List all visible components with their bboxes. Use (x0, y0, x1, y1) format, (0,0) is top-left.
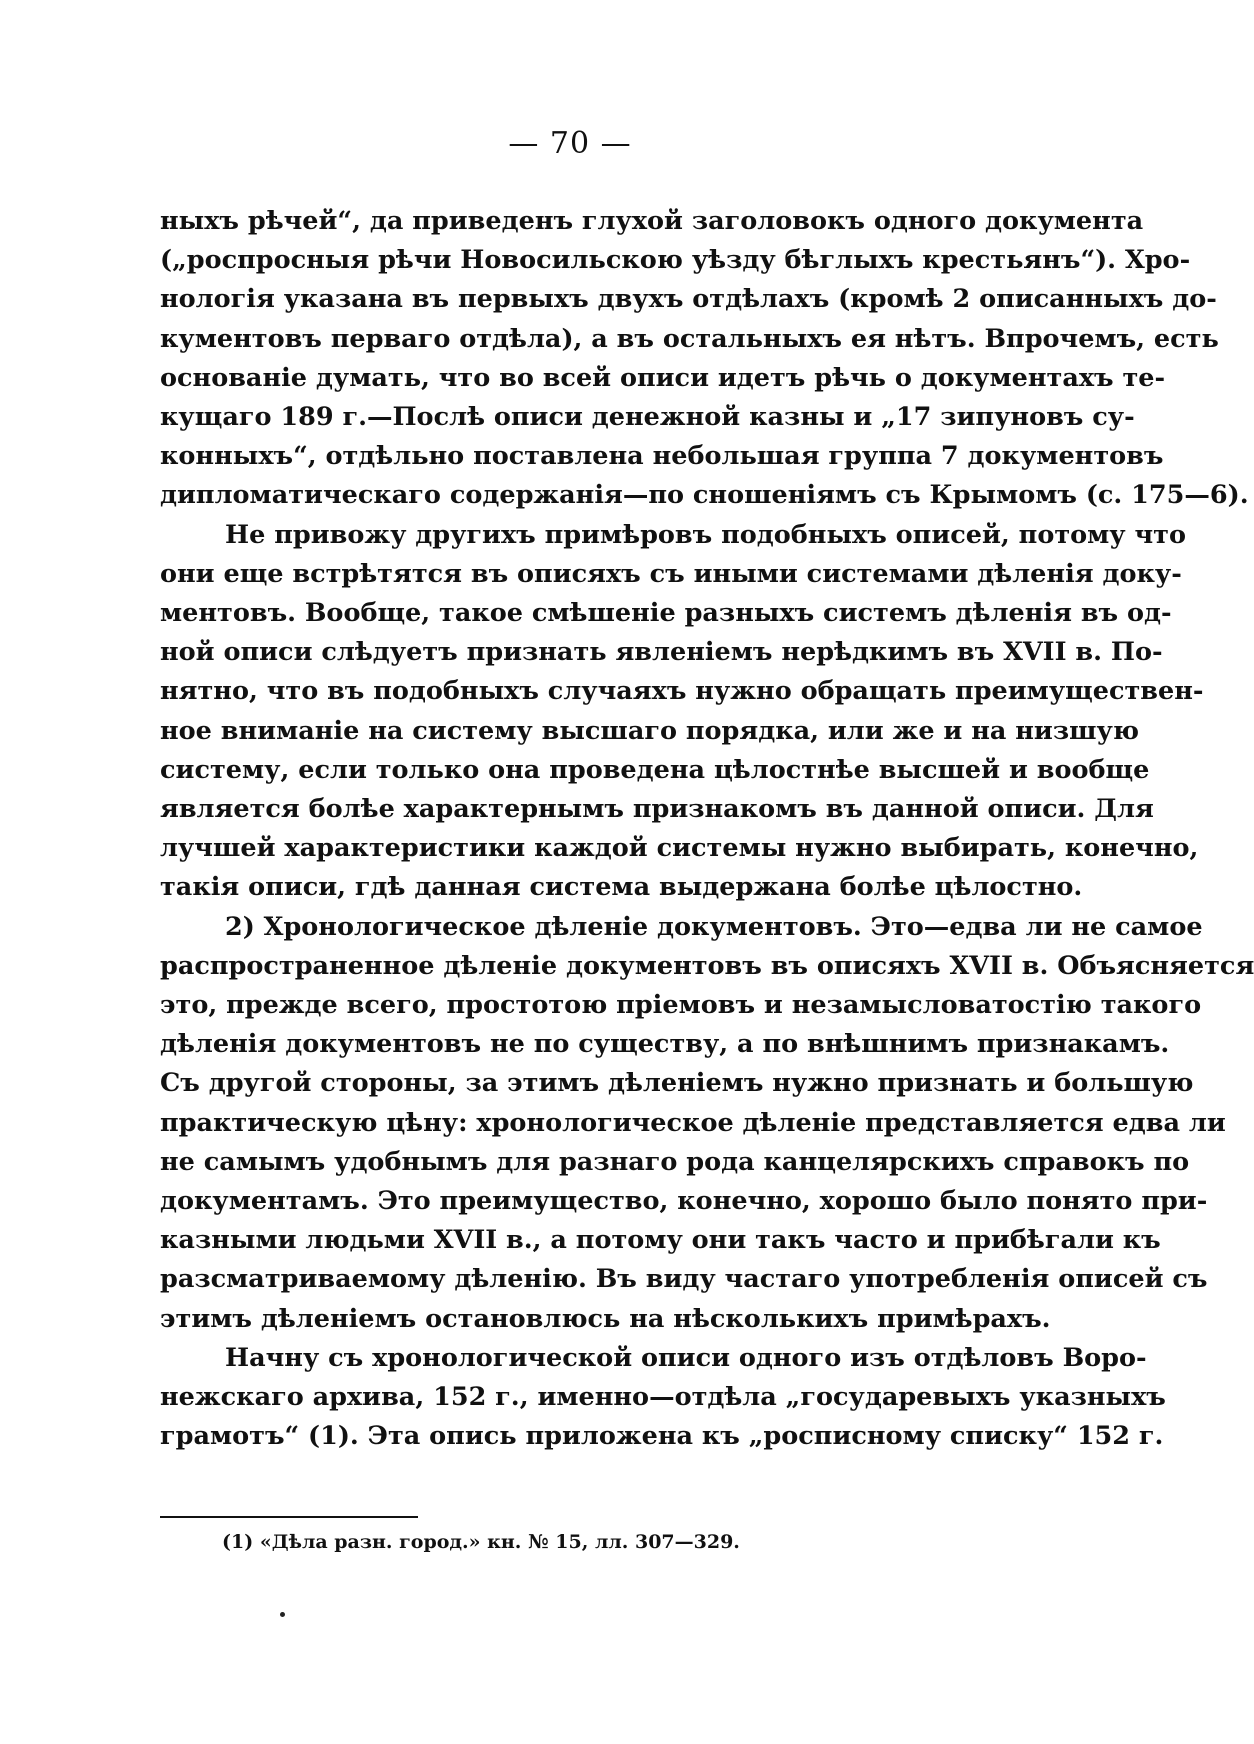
text-line: Не привожу другихъ примѣровъ подобныхъ описей, потому что (225, 519, 1186, 550)
text-line: казными людьми XVII в., а потому они такъ часто и прибѣгали къ (160, 1225, 1161, 1256)
text-line: является болѣе характернымъ признакомъ въ данной описи. Для (160, 794, 1154, 825)
paragraph-4 (160, 1339, 1166, 1457)
text-line: этимъ дѣленіемъ остановлюсь на нѣсколькихъ примѣрахъ. (160, 1303, 1051, 1334)
text-line: они еще встрѣтятся въ описяхъ съ иными системами дѣленія доку- (160, 558, 1182, 589)
text-line: основаніе думать, что во всей описи идетъ рѣчь о документахъ те- (160, 362, 1166, 393)
text-line: ное вниманіе на систему высшаго порядка, или же и на низшую (160, 715, 1139, 746)
body-text (160, 202, 1254, 1457)
text-line: такія описи, гдѣ данная система выдержана болѣе цѣлостно. (160, 872, 1083, 903)
text-line: Начну съ хронологической описи одного изъ отдѣловъ Воро- (225, 1342, 1147, 1373)
text-line: грамотъ“ (1). Эта опись приложена къ „росписному списку“ 152 г. (160, 1421, 1164, 1452)
text-line: кущаго 189 г.—Послѣ описи денежной казны и „17 зипуновъ су- (160, 402, 1135, 433)
text-line: конныхъ“, отдѣльно поставлена небольшая группа 7 документовъ (160, 441, 1164, 472)
text-line: Съ другой стороны, за этимъ дѣленіемъ нужно признать и большую (160, 1068, 1194, 1099)
print-speck (280, 1612, 285, 1617)
text-line: 2) Хронологическое дѣленіе документовъ. Это—едва ли не самое (225, 911, 1203, 942)
text-line: нежскаго архива, 152 г., именно—отдѣла „государевыхъ указныхъ (160, 1382, 1166, 1413)
text-line: кументовъ перваго отдѣла), а въ остальныхъ ея нѣтъ. Впрочемъ, есть (160, 323, 1219, 354)
paragraph-1 (160, 202, 1249, 516)
text-line: практическую цѣну: хронологическое дѣленіе представляется едва ли (160, 1107, 1226, 1138)
text-line: дѣленія документовъ не по существу, а по внѣшнимъ признакамъ. (160, 1029, 1170, 1060)
text-line: ной описи слѣдуетъ признать явленіемъ нерѣдкимъ въ XVII в. По- (160, 637, 1163, 668)
text-line: не самымъ удобнымъ для разнаго рода канцелярскихъ справокъ по (160, 1146, 1190, 1177)
text-line: („роспросныя рѣчи Новосильскою уѣзду бѣглыхъ крестьянъ“). Хро- (160, 245, 1191, 276)
footnote-divider (160, 1516, 418, 1518)
paragraph-2 (160, 516, 1204, 908)
text-line: ныхъ рѣчей“, да приведенъ глухой заголовокъ одного документа (160, 206, 1144, 236)
text-line: разсматриваемому дѣленію. Въ виду частаго употребленія описей съ (160, 1264, 1208, 1295)
text-line: документамъ. Это преимущество, конечно, хорошо было понято при- (160, 1186, 1208, 1217)
page-number: — 70 — (508, 126, 632, 161)
text-line: дипломатическаго содержанія—по сношеніямъ съ Крымомъ (с. 175—6). (160, 480, 1249, 511)
text-line: распространенное дѣленіе документовъ въ описяхъ XVII в. Объясняется (160, 950, 1254, 981)
text-line: лучшей характеристики каждой системы нужно выбирать, конечно, (160, 833, 1199, 864)
text-line: нологія указана въ первыхъ двухъ отдѣлахъ (кромѣ 2 описанныхъ до- (160, 284, 1217, 315)
text-line: систему, если только она проведена цѣлостнѣе высшей и вообще (160, 754, 1150, 785)
text-line: это, прежде всего, простотою пріемовъ и незамысловатостію такого (160, 990, 1202, 1021)
text-line: ментовъ. Вообще, такое смѣшеніе разныхъ системъ дѣленія въ од- (160, 598, 1172, 629)
paragraph-3 (160, 908, 1254, 1339)
text-line: нятно, что въ подобныхъ случаяхъ нужно обращать преимуществен- (160, 676, 1204, 707)
footnote: (1) «Дѣла разн. город.» кн. № 15, лл. 307—329. (222, 1531, 740, 1553)
